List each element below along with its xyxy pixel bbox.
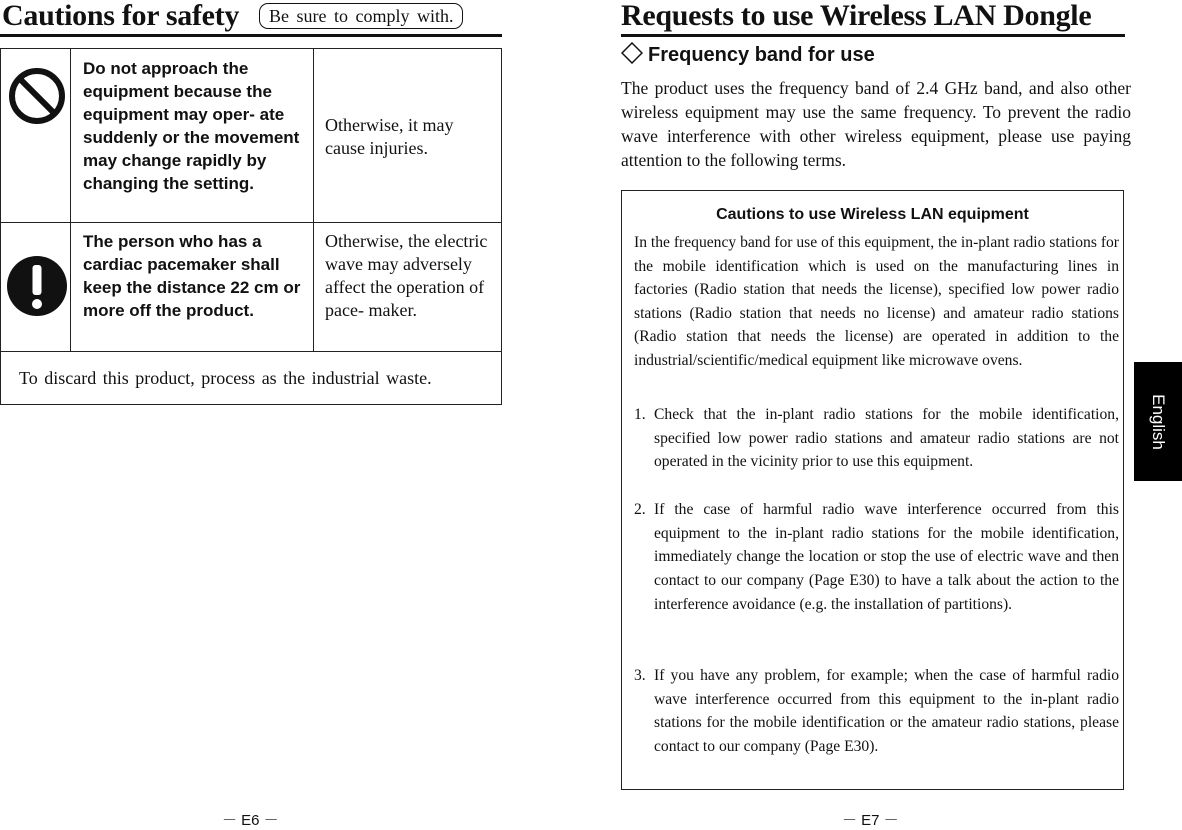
list-item-number: 3. <box>634 667 646 684</box>
exclamation-icon <box>6 255 68 317</box>
list-item-text: If the case of harmful radio wave interference occurred from this equipment to the in-plant radio stations for the mobile identification, immediately change the location or stop the use of electric wave and then contact to our company (Page E30) to have a talk about the action to the interference avoidance (e.g. the installation of partitions). <box>654 501 1119 613</box>
table-divider <box>1 222 501 223</box>
page-number-right: － E7 － <box>842 812 899 829</box>
list-item-number: 2. <box>634 501 646 518</box>
safety-table <box>0 48 502 405</box>
section-heading-frequency <box>621 42 875 68</box>
language-tab-english[interactable] <box>1134 362 1182 481</box>
page-title-wireless: Requests to use Wireless LAN Dongle <box>621 0 1092 32</box>
list-item <box>634 664 1119 759</box>
title-rule <box>621 34 1125 37</box>
consequence-text-injuries: Otherwise, it may cause injuries. <box>325 115 454 158</box>
page-number-left: － E6 － <box>222 812 279 829</box>
cautions-box-title: Cautions to use Wireless LAN equipment <box>716 206 1029 223</box>
list-item-text: Check that the in-plant radio stations for the mobile identification, specified low power radio stations and amateur radio stations are not operated in the vicinity prior to use this equipment. <box>654 406 1119 471</box>
list-item <box>634 403 1119 474</box>
page-title-cautions: Cautions for safety <box>2 0 240 32</box>
warning-text-pacemaker: The person who has a cardiac pacemaker shall keep the distance 22 cm or more off the product. <box>83 232 301 320</box>
intro-paragraph: The product uses the frequency band of 2.4 GHz band, and also other wireless equipment may use the same frequency. To prevent the radio wave interference with other wireless equipment, please use paying attention to the following terms. <box>621 78 1131 170</box>
title-rule <box>0 34 502 37</box>
list-item-text: If you have any problem, for example; when the case of harmful radio wave interference occurred from this equipment to the in-plant radio stations for the mobile identification or the amateur radio stations, please contact to our company (Page E30). <box>654 667 1119 756</box>
diamond-icon <box>621 42 643 64</box>
consequence-text-pacemaker: Otherwise, the electric wave may adversely affect the operation of pace- maker. <box>325 231 488 320</box>
section-heading-text: Frequency band for use <box>648 44 875 66</box>
table-divider <box>1 351 501 352</box>
cautions-box <box>621 190 1124 790</box>
cautions-box-intro: In the frequency band for use of this equipment, the in-plant radio stations for the mobile identification which is used on the manufacturing lines in factories (Radio station that needs the license), specified low power radio stations (Radio station that needs no license) and amateur radio stations (Radio station that needs the license) are operated in addition to the industrial/scientific/medical equipment like microwave ovens. <box>634 234 1120 369</box>
comply-badge: Be sure to comply with. <box>259 3 463 29</box>
table-divider <box>70 49 71 352</box>
list-item-number: 1. <box>634 406 646 423</box>
prohibition-icon <box>7 66 67 126</box>
language-tab-label: English <box>1149 393 1168 450</box>
discard-note: To discard this product, process as the industrial waste. <box>19 368 432 388</box>
warning-text-approach: Do not approach the equipment because the equipment may oper- ate suddenly or the movement may change rapidly by changing the setting. <box>83 59 300 193</box>
list-item <box>634 498 1119 617</box>
table-divider <box>313 49 314 352</box>
